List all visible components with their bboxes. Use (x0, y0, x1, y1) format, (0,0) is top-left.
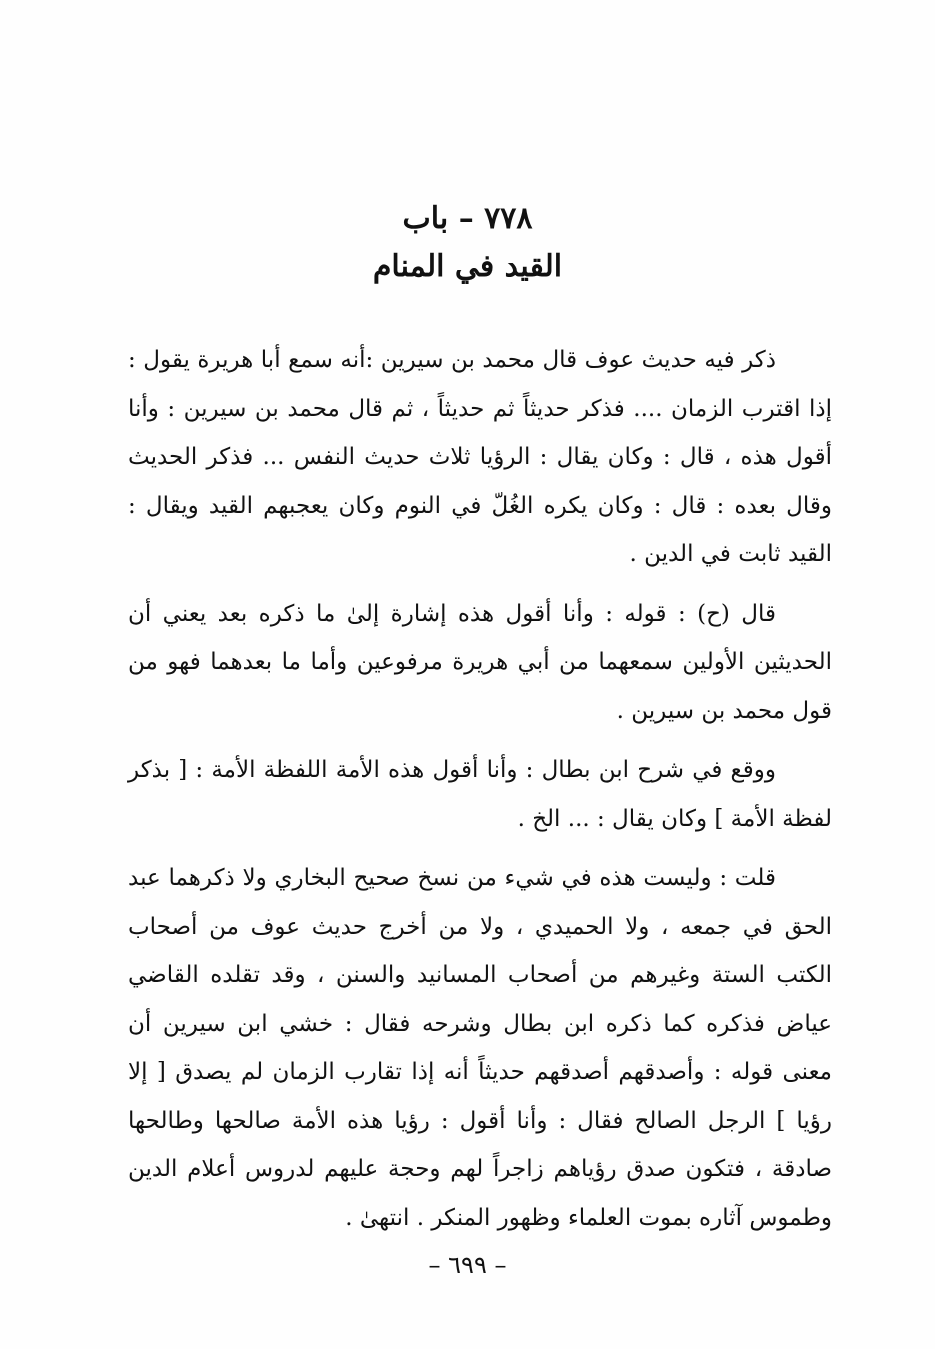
page-number: – ٦٩٩ – (428, 1251, 507, 1279)
body-text (128, 336, 832, 1242)
paragraph-2: قال (ح) : قوله : وأنا أقول هذه إشارة إلىٰ ما ذكره بعد يعني أن الحديثين الأولين سمعهما من أبي هريرة مرفوعين وأما ما بعدهما فهو من قول محمد بن سيرين . (128, 600, 832, 724)
chapter-number: ٧٧٨ – باب (402, 201, 533, 236)
paragraph-3: ووقع في شرح ابن بطال : وأنا أقول هذه الأمة اللفظة الأمة : [ بذكر لفظة الأمة ] وكان يقال : ... الخ . (128, 757, 832, 832)
chapter-title: القيد في المنام (372, 249, 563, 284)
paragraph-4: قلت : وليست هذه في شيء من نسخ صحيح البخاري ولا ذكرهما عبد الحق في جمعه ، ولا الحميدي ، ولا من أخرج حديث عوف من أصحاب الكتب الستة وغيرهم من أصحاب المسانيد والسنن ، وقد تقلده القاضي عياض فذكره كما ذكره ابن بطال وشرحه فقال : خشي ابن سيرين أن معنى قوله : وأصدقهم أصدقهم حديثاً أنه إذا تقارب الزمان لم يصدق [ إلا رؤيا ] الرجل الصالح فقال : وأنا أقول : رؤيا هذه الأمة صالحها وطالحها صادقة ، فتكون صدق رؤياهم زاجراً لهم وحجة عليهم لدروس أعلام الدين وطموس آثاره بموت العلماء وظهور المنكر . انتهىٰ . (128, 865, 832, 1231)
chapter-heading (0, 195, 935, 291)
paragraph-1: ذكر فيه حديث عوف قال محمد بن سيرين :أنه سمع أبا هريرة يقول : إذا اقترب الزمان .... فذكر حديثاً ثم حديثاً ، ثم قال محمد بن سيرين : وأنا أقول هذه ، قال : وكان يقال : الرؤيا ثلاث حديث النفس ... فذكر الحديث وقال بعده : قال : وكان يكره الغُلّ في النوم وكان يعجبهم القيد ويقال : القيد ثابت في الدين . (128, 347, 832, 567)
